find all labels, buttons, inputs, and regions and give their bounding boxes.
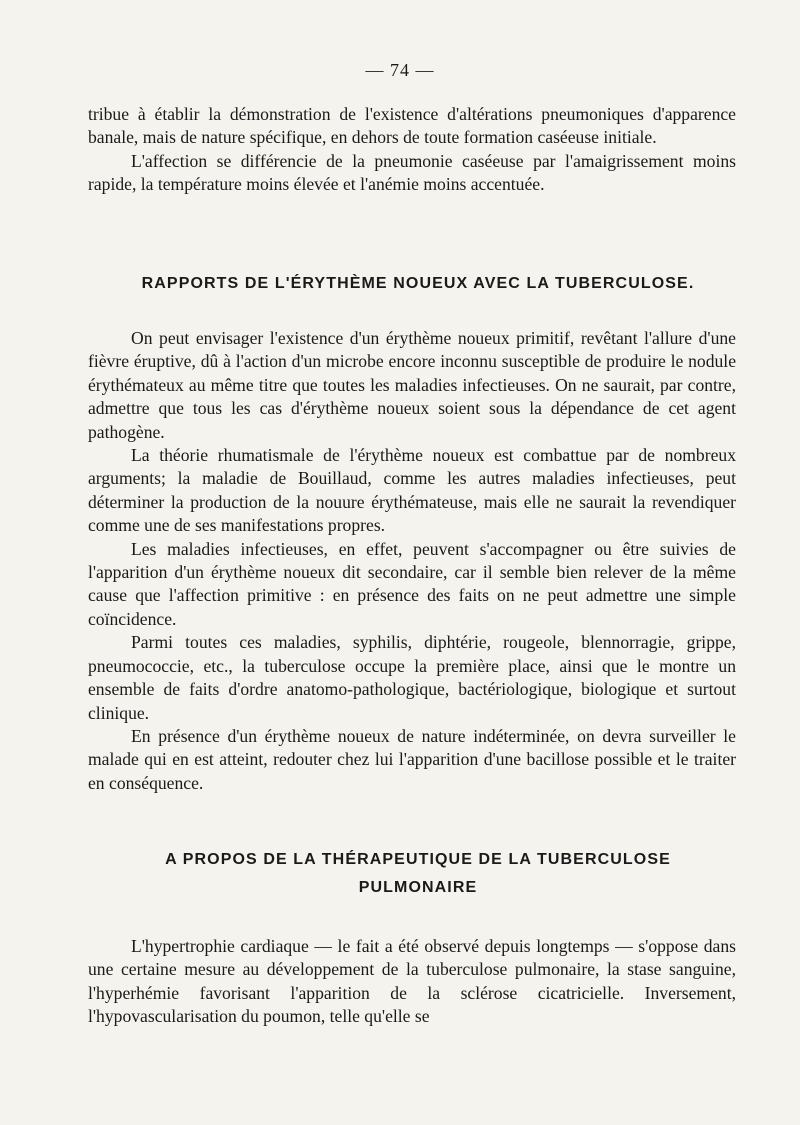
- body-paragraph: L'hypertrophie cardiaque — le fait a été observé depuis longtemps — s'oppose dans une certaine mesure au développement de la tuberculose pulmonaire, la stase sanguine, l'hyperhémie favorisant l'apparition de la sclérose cicatricielle. Inversement, l'hypovascularisation du poumon, telle qu'elle se: [88, 936, 736, 1027]
- body-paragraph: Parmi toutes ces maladies, syphilis, diphtérie, rougeole, blennorragie, grippe, pneumococcie, etc., la tuberculose occupe la première place, ainsi que le montre un ensemble de faits d'ordre anatomo-pathologique, bactériologique, biologique et surtout clinique.: [88, 632, 736, 723]
- page-number: — 74 —: [365, 60, 435, 80]
- section-heading-line2: PULMONAIRE: [358, 879, 478, 896]
- section-heading-line1: A PROPOS DE LA THÉRAPEUTIQUE DE LA TUBERCULOSE: [165, 851, 671, 868]
- body-paragraph: En présence d'un érythème noueux de nature indéterminée, on devra surveiller le malade qui en est atteint, redouter chez lui l'apparition d'une bacillose possible et le traiter en conséquence.: [88, 725, 736, 793]
- intro-text: [88, 103, 736, 197]
- intro-paragraph-continued: tribue à établir la démonstration de l'existence d'altérations pneumoniques d'apparence banale, mais de nature spécifique, en dehors de toute formation caséeuse initiale.: [88, 104, 736, 148]
- section-therapeutique-body: [88, 935, 736, 1029]
- section-erytheme-body: [88, 327, 736, 795]
- intro-paragraph: L'affection se différencie de la pneumonie caséeuse par l'amaigrissement moins rapide, la température moins élevée et l'anémie moins accentuée.: [88, 150, 736, 195]
- body-paragraph: La théorie rhumatismale de l'érythème noueux est combattue par de nombreux arguments; la maladie de Bouillaud, comme les autres maladies infectieuses, peut déterminer la production de la nouure érythémateuse, mais elle ne saurait la revendiquer comme une de ses manifestations propres.: [88, 445, 736, 536]
- body-paragraph: On peut envisager l'existence d'un érythème noueux primitif, revêtant l'allure d'une fièvre éruptive, dû à l'action d'un microbe encore inconnu susceptible de produire le nodule érythémateux au même titre que toutes les maladies infectieuses. On ne saurait, par contre, admettre que tous les cas d'érythème noueux soient sous la dépendance de cet agent pathogène.: [88, 328, 736, 442]
- section-heading-therapeutique: [88, 846, 748, 902]
- section-heading-erytheme: RAPPORTS DE L'ÉRYTHÈME NOUEUX AVEC LA TUBERCULOSE.: [141, 275, 695, 292]
- body-paragraph: Les maladies infectieuses, en effet, peuvent s'accompagner ou être suivies de l'apparition d'un érythème noueux dit secondaire, car il semble bien relever de la même cause que l'affection primitive : en présence des faits on ne peut admettre une simple coïncidence.: [88, 538, 736, 629]
